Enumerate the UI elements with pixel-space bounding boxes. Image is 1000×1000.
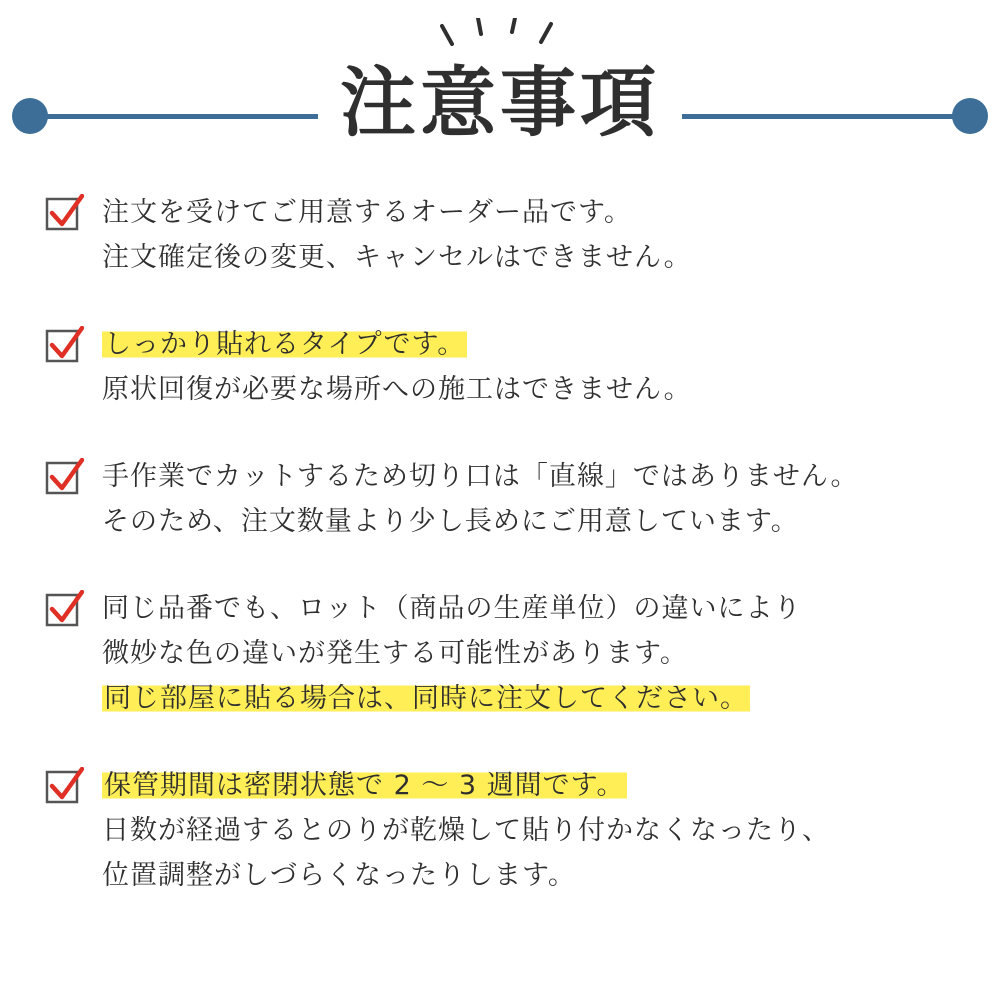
list-item-text [102, 586, 956, 721]
note-line-highlighted [102, 676, 956, 721]
highlighted-text: 同じ部屋に貼る場合は、同時に注文してください。 [104, 683, 748, 714]
checkbox-checked-icon [44, 458, 84, 498]
list-item-text [102, 190, 956, 280]
note-line: 注文を受けてご用意するオーダー品です。 [102, 197, 632, 228]
note-line: 微妙な色の違いが発生する可能性があります。 [102, 638, 688, 669]
checkbox-checked-icon [44, 590, 84, 630]
note-line: 同じ品番でも、ロット（商品の生産単位）の違いにより [102, 593, 802, 624]
note-line: そのため、注文数量より少し長めにご用意しています。 [102, 506, 799, 537]
checkbox-checked-icon [44, 326, 84, 366]
list-item-text [102, 763, 956, 898]
notice-list [0, 190, 1000, 940]
page-title: 注意事項 [340, 58, 660, 147]
list-item-text [102, 454, 956, 544]
list-item [44, 454, 956, 544]
highlighted-text: 保管期間は密閉状態で 2 〜 3 週間です。 [104, 770, 625, 801]
page-header [0, 0, 1000, 180]
note-line-highlighted [102, 322, 956, 367]
note-line: 注文確定後の変更、キャンセルはできません。 [102, 242, 692, 273]
note-line: 原状回復が必要な場所への施工はできません。 [102, 374, 692, 405]
list-item [44, 322, 956, 412]
list-item-text [102, 322, 956, 412]
list-item [44, 763, 956, 898]
list-item [44, 586, 956, 721]
note-line: 位置調整がしづらくなったりします。 [102, 860, 576, 891]
note-line: 手作業でカットするため切り口は「直線」ではありません。 [102, 461, 859, 492]
checkbox-checked-icon [44, 767, 84, 807]
list-item [44, 190, 956, 280]
highlighted-text: しっかり貼れるタイプです。 [104, 329, 466, 360]
checkbox-checked-icon [44, 194, 84, 234]
note-line: 日数が経過するとのりが乾燥して貼り付かなくなったり、 [102, 815, 830, 846]
note-line-highlighted [102, 763, 956, 808]
